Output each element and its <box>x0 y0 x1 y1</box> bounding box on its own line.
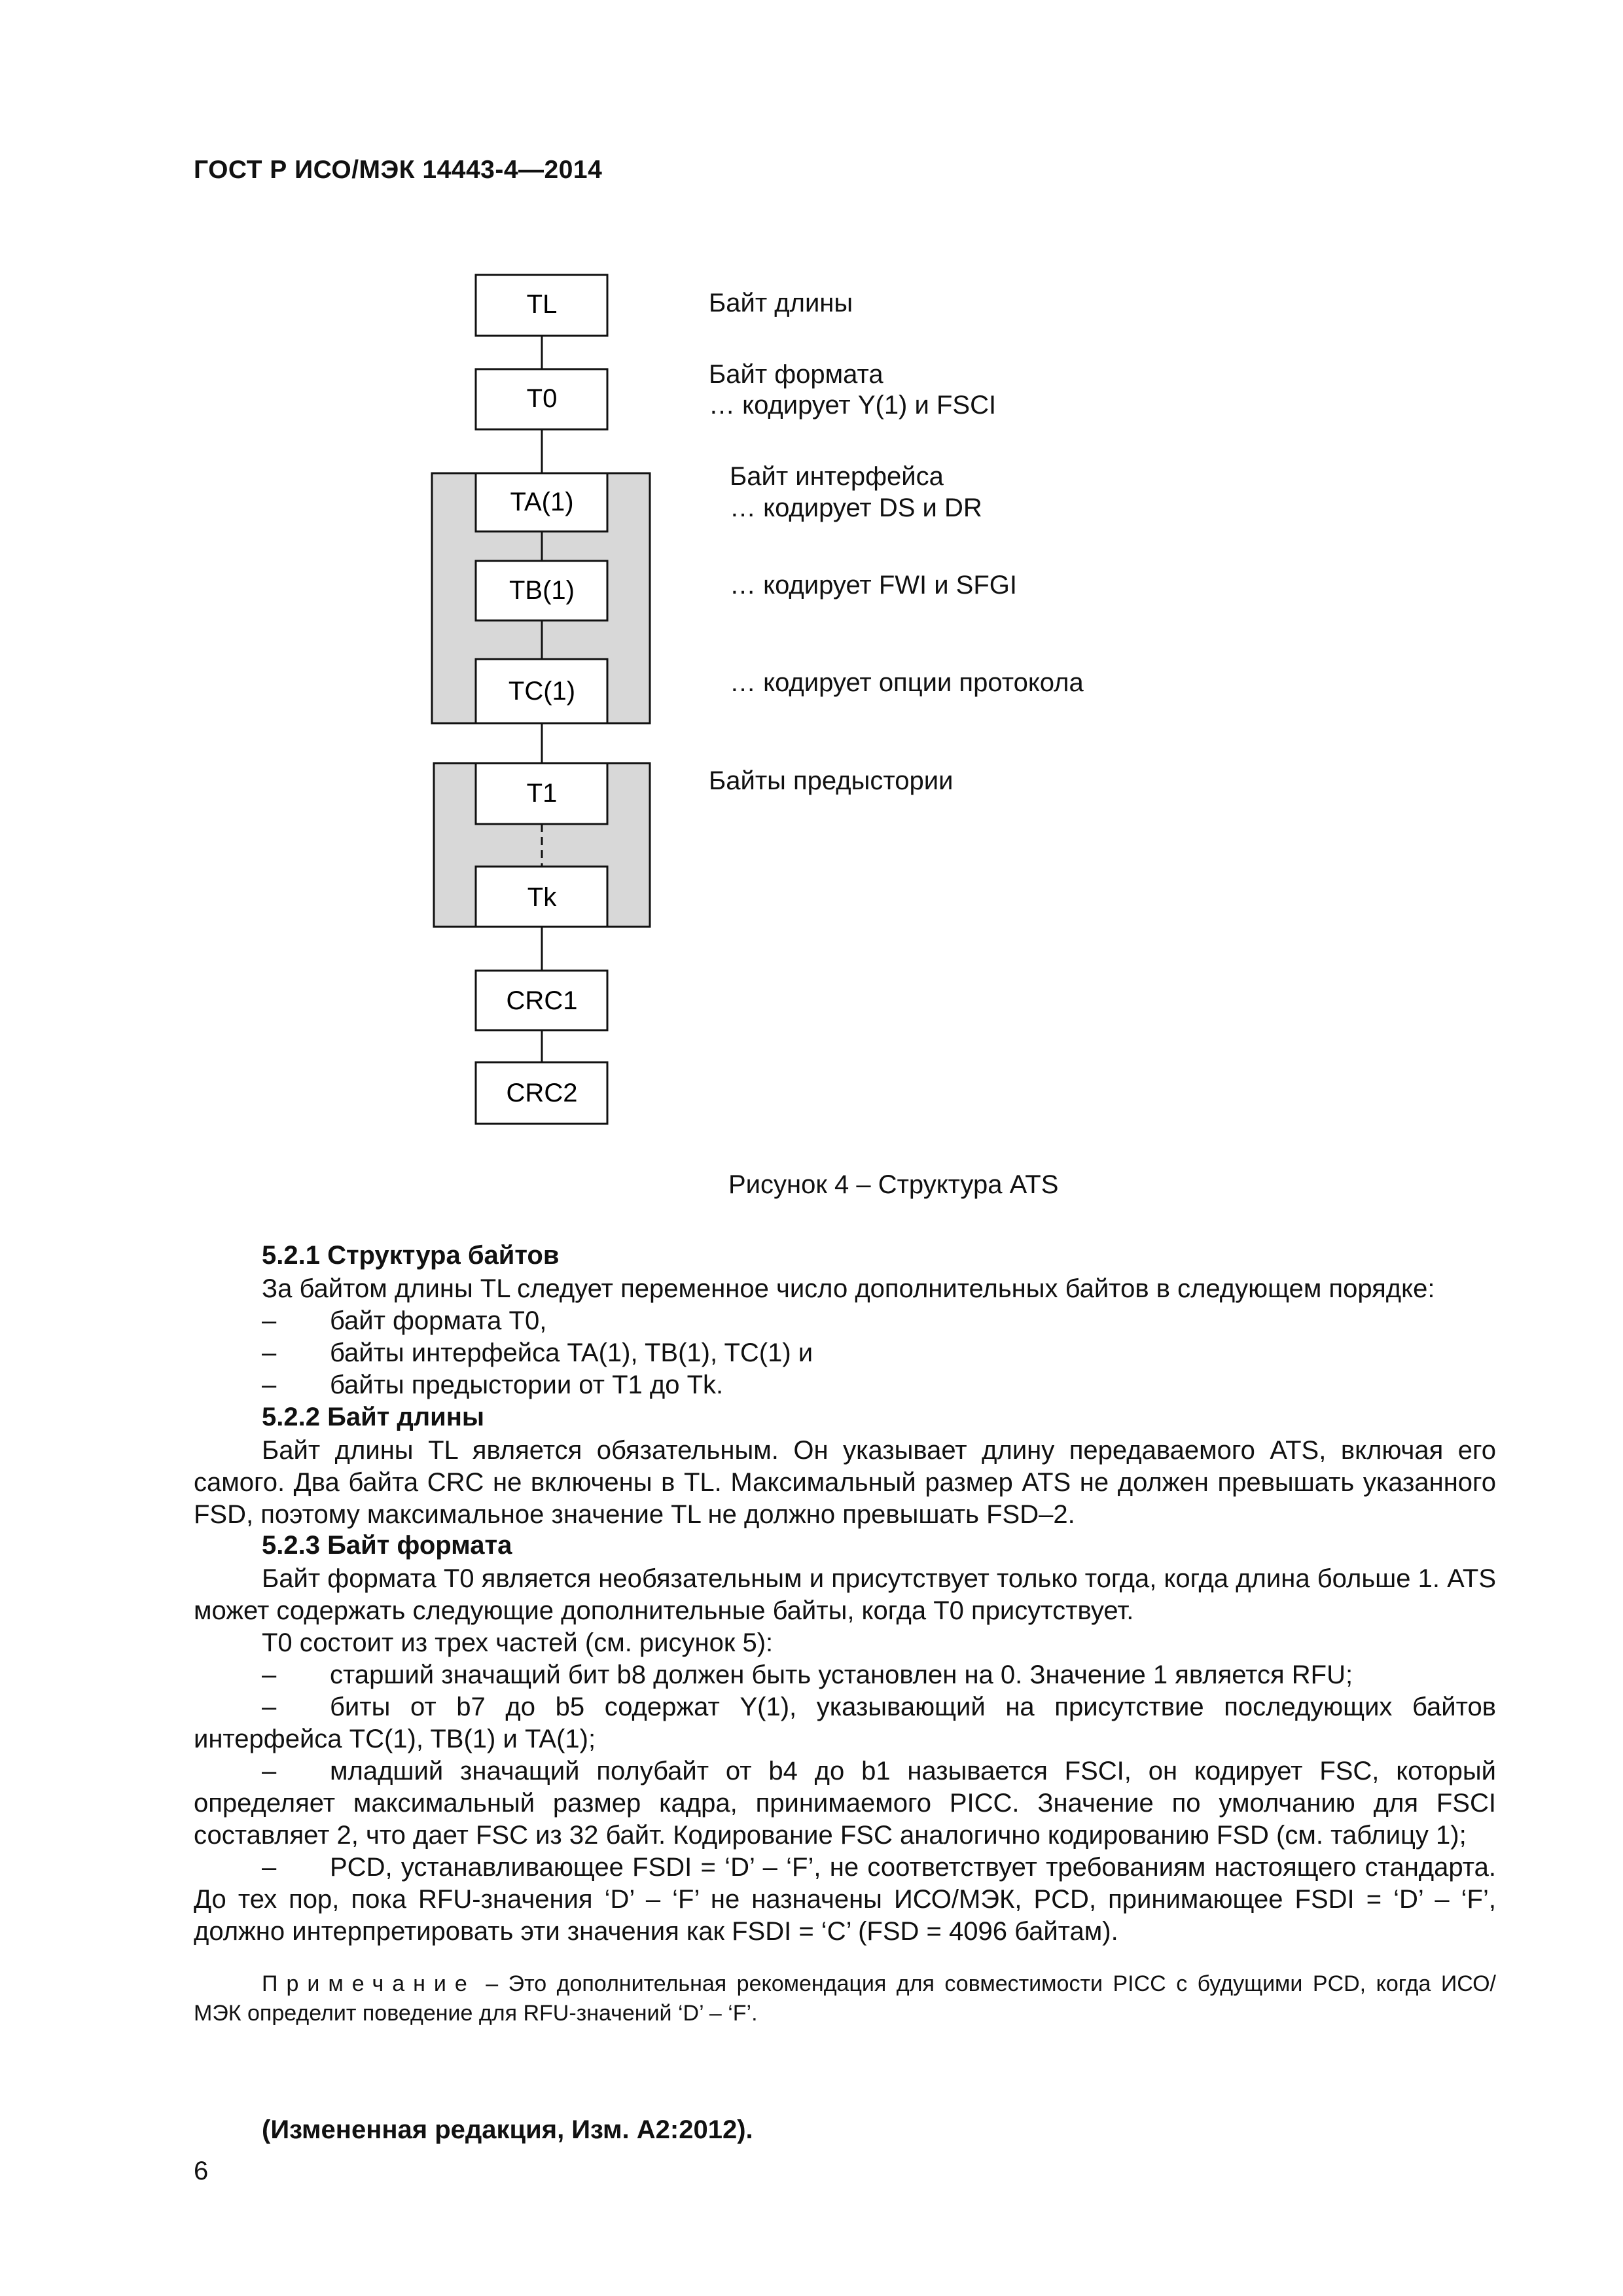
heading-5-2-3: 5.2.3 Байт формата <box>262 1531 512 1560</box>
label-interface-byte: Байт интерфейса <box>730 462 944 491</box>
label-tc-desc: … кодирует опции протокола <box>730 668 1084 697</box>
note-label: Примечание <box>262 1971 476 1996</box>
document-header: ГОСТ Р ИСО/МЭК 14443-4—2014 <box>194 156 603 184</box>
box-tc1 <box>476 659 607 723</box>
note-paragraph <box>194 1969 1496 2028</box>
figure-caption: Рисунок 4 – Структура ATS <box>728 1170 1059 1199</box>
label-ta-desc: … кодирует DS и DR <box>730 493 982 522</box>
box-tk <box>476 867 607 927</box>
box-ta1 <box>476 473 607 531</box>
paragraph-5-2-2: Байт длины TL является обязательным. Он указывает длину передаваемого ATS, включая его самого. Два байта CRC не включены в TL. Максимальный размер ATS не должен превышать указанного FSD, поэтому максимальное значение TL не должно превышать FSD–2. <box>194 1436 1496 1529</box>
box-tb1-label: TB(1) <box>509 576 575 605</box>
box-crc2 <box>476 1062 607 1124</box>
label-historical-bytes: Байты предыстории <box>709 766 954 795</box>
revision-note: (Измененная редакция, Изм. A2:2012). <box>262 2115 753 2144</box>
box-ta1-label: TA(1) <box>510 488 574 516</box>
box-t0-label: T0 <box>526 384 558 413</box>
paragraph-5-2-1-intro: За байтом длины TL следует переменное число дополнительных байтов в следующем порядке: <box>262 1274 1435 1303</box>
box-t1 <box>476 763 607 824</box>
list-item: – байты интерфейса TA(1), TB(1), TC(1) и <box>262 1338 813 1367</box>
box-tl-label: TL <box>526 290 558 319</box>
label-tb-desc: … кодирует FWI и SFGI <box>730 571 1018 600</box>
list-item: – байты предыстории от T1 до Tk. <box>262 1371 724 1399</box>
list-item: – PCD, устанавливающее FSDI = ‘D’ – ‘F’, не соответствует требованиям настоящего стандарта. До тех пор, пока RFU-значения ‘D’ – ‘F’ не назначены ИСО/МЭК, PCD, принимающее FSDI = ‘D’ – ‘F’, должно интерпретировать эти значения как FSDI = ‘C’ (FSD = 4096 байтам). <box>194 1853 1496 1946</box>
box-tc1-label: TC(1) <box>508 677 576 706</box>
box-crc1-label: CRC1 <box>506 986 578 1015</box>
page-number: 6 <box>194 2157 209 2185</box>
box-crc2-label: CRC2 <box>506 1079 578 1107</box>
box-crc1 <box>476 971 607 1030</box>
note-text: – Это дополнительная рекомендация для совместимости PICC с будущими PCD, когда ИСО/МЭК определит поведение для RFU-значений ‘D’ – ‘F’. <box>194 1971 1496 2026</box>
label-format-byte: Байт формата <box>709 360 883 389</box>
list-item: – биты от b7 до b5 содержат Y(1), указывающий на присутствие последующих байтов интерфейса TC(1), TB(1) и TA(1); <box>194 1693 1496 1753</box>
box-tk-label: Tk <box>527 883 557 912</box>
paragraph-5-2-3-p1: Байт формата T0 является необязательным и присутствует только тогда, когда длина больше 1. ATS может содержать следующие дополнительные байты, когда T0 присутствует. <box>194 1564 1496 1625</box>
box-t1-label: T1 <box>526 779 558 808</box>
paragraph-5-2-3-p2: T0 состоит из трех частей (см. рисунок 5): <box>262 1628 774 1657</box>
heading-5-2-1: 5.2.1 Структура байтов <box>262 1241 560 1270</box>
list-item: – старший значащий бит b8 должен быть установлен на 0. Значение 1 является RFU; <box>262 1660 1353 1689</box>
label-format-desc: … кодирует Y(1) и FSCI <box>709 391 997 420</box>
box-tb1 <box>476 561 607 620</box>
box-tl <box>476 275 607 336</box>
heading-5-2-2: 5.2.2 Байт длины <box>262 1403 485 1431</box>
label-length-byte: Байт длины <box>709 289 853 317</box>
list-item: – байт формата T0, <box>262 1306 547 1335</box>
box-t0 <box>476 369 607 429</box>
list-item: – младший значащий полубайт от b4 до b1 называется FSCI, он кодирует FSC, который определяет максимальный размер кадра, принимаемого PICC. Значение по умолчанию для FSCI составляет 2, что дает FSC из 32 байт. Кодирование FSC аналогично кодированию FSD (см. таблицу 1); <box>194 1757 1496 1850</box>
